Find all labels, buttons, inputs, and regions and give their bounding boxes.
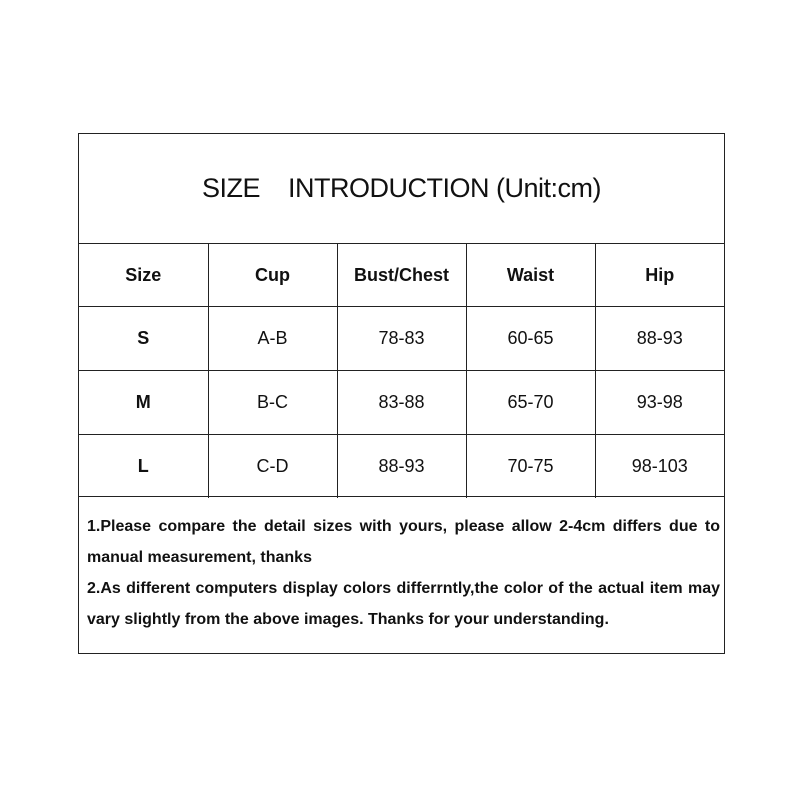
header-size: Size <box>79 244 208 307</box>
header-hip: Hip <box>595 244 724 307</box>
chart-title: SIZE INTRODUCTION (Unit:cm) <box>79 134 724 244</box>
size-chart <box>78 133 725 654</box>
table-row <box>79 371 724 435</box>
size-cell: M <box>79 371 208 435</box>
table-row <box>79 307 724 371</box>
table-header-row <box>79 244 724 307</box>
waist-cell: 70-75 <box>466 435 595 499</box>
header-cup: Cup <box>208 244 337 307</box>
cup-cell: A-B <box>208 307 337 371</box>
table-row <box>79 435 724 499</box>
note-color: 2.As different computers display colors differrntly,the color of the actual item may vary slightly from the above images. Thanks for your understanding. <box>87 580 720 628</box>
cup-cell: B-C <box>208 371 337 435</box>
waist-cell: 65-70 <box>466 371 595 435</box>
header-bust-chest: Bust/Chest <box>337 244 466 307</box>
bust-cell: 83-88 <box>337 371 466 435</box>
size-cell: S <box>79 307 208 371</box>
note-measurement: 1.Please compare the detail sizes with yours, please allow 2-4cm differs due to manual measurement, thanks <box>87 518 720 566</box>
waist-cell: 60-65 <box>466 307 595 371</box>
bust-cell: 88-93 <box>337 435 466 499</box>
hip-cell: 93-98 <box>595 371 724 435</box>
cup-cell: C-D <box>208 435 337 499</box>
size-cell: L <box>79 435 208 499</box>
notes-section <box>79 496 724 653</box>
hip-cell: 88-93 <box>595 307 724 371</box>
size-table <box>79 244 724 498</box>
hip-cell: 98-103 <box>595 435 724 499</box>
header-waist: Waist <box>466 244 595 307</box>
bust-cell: 78-83 <box>337 307 466 371</box>
